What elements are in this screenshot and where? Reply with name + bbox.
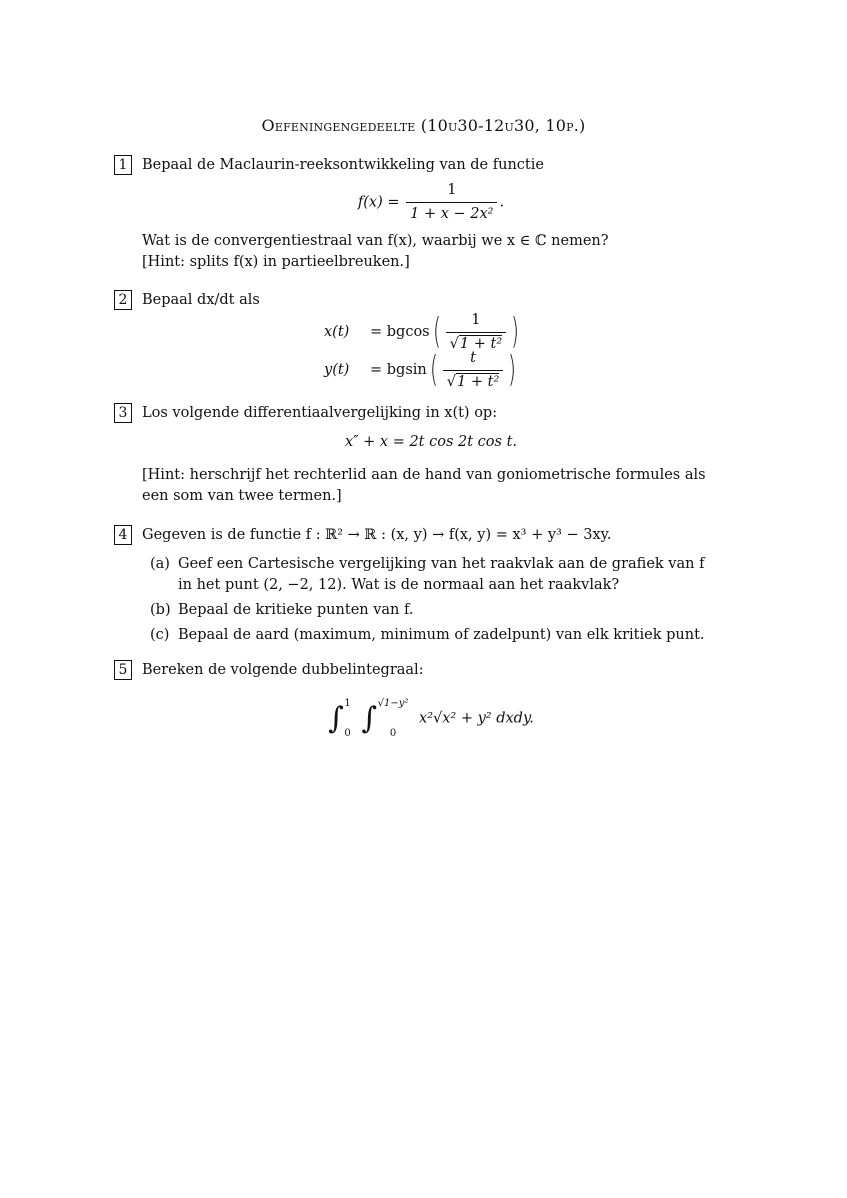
sqrt-content: 1 + t²: [457, 373, 500, 390]
formula-line-2: [324, 351, 720, 389]
left-paren: (: [432, 311, 441, 353]
formula-eq: = bgsin: [370, 361, 427, 378]
subquestion-c: [150, 625, 720, 646]
formula-lhs: f(x) =: [357, 194, 400, 211]
section-title: Oefeningengedeelte (10u30-12u30, 10p.): [261, 116, 586, 135]
subquestion-a: [150, 554, 720, 596]
integral-limits: [378, 697, 409, 741]
fraction-denominator: √1 + t²: [443, 370, 503, 393]
question-number: 5: [114, 660, 132, 680]
sqrt-content: 1 + t²: [459, 335, 503, 352]
fraction: [443, 348, 503, 393]
subquestion-b: [150, 600, 720, 621]
integral-lower: 0: [389, 727, 397, 739]
integral-sign: ∫: [361, 701, 378, 737]
integral-limits: [344, 697, 350, 741]
question-intro: Los volgende differentiaalvergelijking in x(t) op:: [142, 405, 498, 421]
question-intro: Bereken de volgende dubbelintegraal:: [142, 662, 424, 678]
question-2: [114, 290, 720, 389]
integral-sign: ∫: [328, 701, 344, 737]
double-integral: [142, 697, 720, 741]
fraction-numerator: 1: [471, 311, 481, 328]
fraction-denominator: √1 + t²: [446, 332, 506, 355]
question-intro: Bepaal dx/dt als: [142, 292, 260, 308]
question-text: Wat is de convergentiestraal van f(x), waarbij we x ∈ ℂ nemen?: [142, 233, 609, 250]
integral-lower: 0: [344, 727, 351, 739]
question-number: 3: [114, 403, 132, 423]
formula-line-1: [324, 313, 720, 351]
subquestion-text: Geef een Cartesische vergelijking van het raakvlak aan de grafiek van f in het punt (2, −2, 12). Wat is de normaal aan het raakvlak?: [178, 556, 705, 594]
subquestion-label: (b): [150, 602, 171, 619]
fraction-numerator: 1: [447, 182, 457, 199]
formula-eq: = bgcos: [370, 323, 430, 340]
subquestion-label: (a): [150, 556, 170, 573]
left-paren: (: [429, 349, 438, 391]
integrand: x²√x² + y² dxdy.: [419, 710, 534, 727]
question-number: 4: [114, 525, 132, 545]
question-number: 2: [114, 290, 132, 310]
question-intro: Gegeven is de functie f : ℝ² → ℝ : (x, y) → f(x, y) = x³ + y³ − 3xy.: [142, 527, 612, 543]
subquestion-text: Bepaal de aard (maximum, minimum of zadelpunt) van elk kritiek punt.: [178, 627, 705, 644]
formula-period: .: [499, 194, 505, 211]
right-paren: ): [511, 311, 520, 353]
formula-lhs: y(t): [324, 361, 350, 378]
question-1: [114, 155, 720, 273]
formula-system: [324, 313, 720, 389]
subquestion-label: (c): [150, 627, 170, 644]
question-intro: Bepaal de Maclaurin-reeksontwikkeling van de functie: [142, 157, 544, 173]
question-5: [114, 660, 720, 741]
right-paren: ): [508, 349, 517, 391]
formula-lhs: x(t): [324, 323, 350, 340]
fraction-numerator: t: [470, 349, 476, 366]
formula: [142, 180, 720, 225]
subquestion-text: Bepaal de kritieke punten van f.: [178, 602, 414, 619]
formula: x″ + x = 2t cos 2t cos t.: [344, 434, 518, 451]
integral-upper: √1−y²: [377, 698, 409, 710]
question-4: [114, 525, 720, 646]
fraction-denominator: 1 + x − 2x²: [406, 202, 497, 225]
integral-upper: 1: [344, 698, 351, 710]
fraction: [406, 180, 497, 225]
question-number: 1: [114, 155, 132, 175]
question-hint: [Hint: splits f(x) in partieelbreuken.]: [142, 254, 410, 271]
question-3: [114, 403, 720, 507]
question-hint: [Hint: herschrijf het rechterlid aan de hand van goniometrische formules als een som van twee termen.]: [142, 467, 706, 505]
